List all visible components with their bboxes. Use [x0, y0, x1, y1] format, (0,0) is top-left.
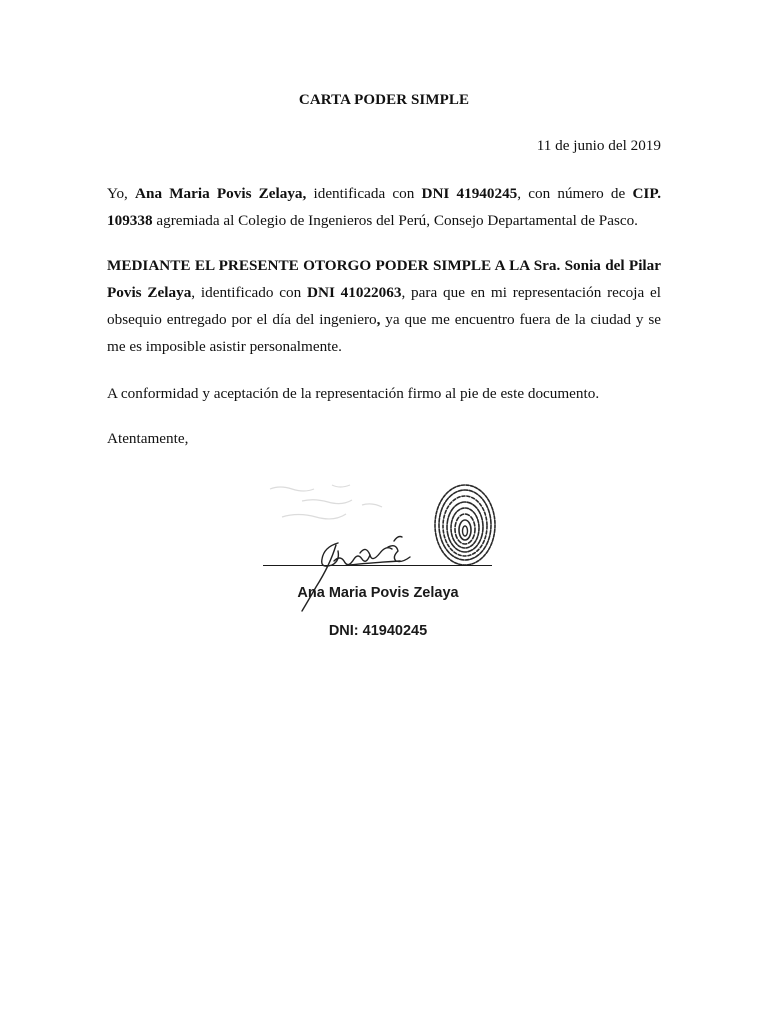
- paragraph-conformity: A conformidad y aceptación de la representación firmo al pie de este documento.: [107, 385, 600, 402]
- p1-text-2: identificada con: [306, 185, 422, 202]
- fingerprint-icon: [432, 482, 498, 568]
- p1-text-3: , con número de: [517, 185, 633, 202]
- p1-text-1: Yo,: [107, 185, 136, 202]
- signer-name: Ana Maria Povis Zelaya: [297, 585, 459, 601]
- handwritten-signature: [290, 525, 420, 615]
- grant-statement: MEDIANTE EL PRESENTE OTORGO PODER SIMPLE A LA Sra. Sonia del Pilar Povis Zelaya: [107, 257, 661, 301]
- paragraph-grantor: [107, 180, 661, 234]
- document-title: CARTA PODER SIMPLE: [298, 92, 470, 108]
- p1-text-4: agremiada al Colegio de Ingenieros del Perú, Consejo Departamental de Pasco.: [152, 212, 638, 229]
- p2-bold-comma: ,: [376, 311, 381, 328]
- p2-text-2: , para que en mi representación recoja el obsequio entregado por el día del ingeniero: [107, 284, 661, 328]
- document-date: 11 de junio del 2019: [536, 137, 661, 154]
- p2-text-3: ya que me encuentro fuera de la ciudad y se me es imposible asistir personalmente.: [107, 311, 662, 355]
- grantor-dni: DNI 41940245: [421, 185, 518, 202]
- paragraph-grant: [107, 252, 661, 360]
- p2-text-1: , identificado con: [191, 284, 308, 301]
- closing-text: Atentamente,: [107, 430, 189, 447]
- grantor-cip: CIP. 109338: [107, 185, 661, 229]
- grantor-name: Ana Maria Povis Zelaya,: [135, 185, 307, 202]
- signer-dni: DNI: 41940245: [328, 623, 428, 639]
- grantee-dni: DNI 41022063: [307, 284, 402, 301]
